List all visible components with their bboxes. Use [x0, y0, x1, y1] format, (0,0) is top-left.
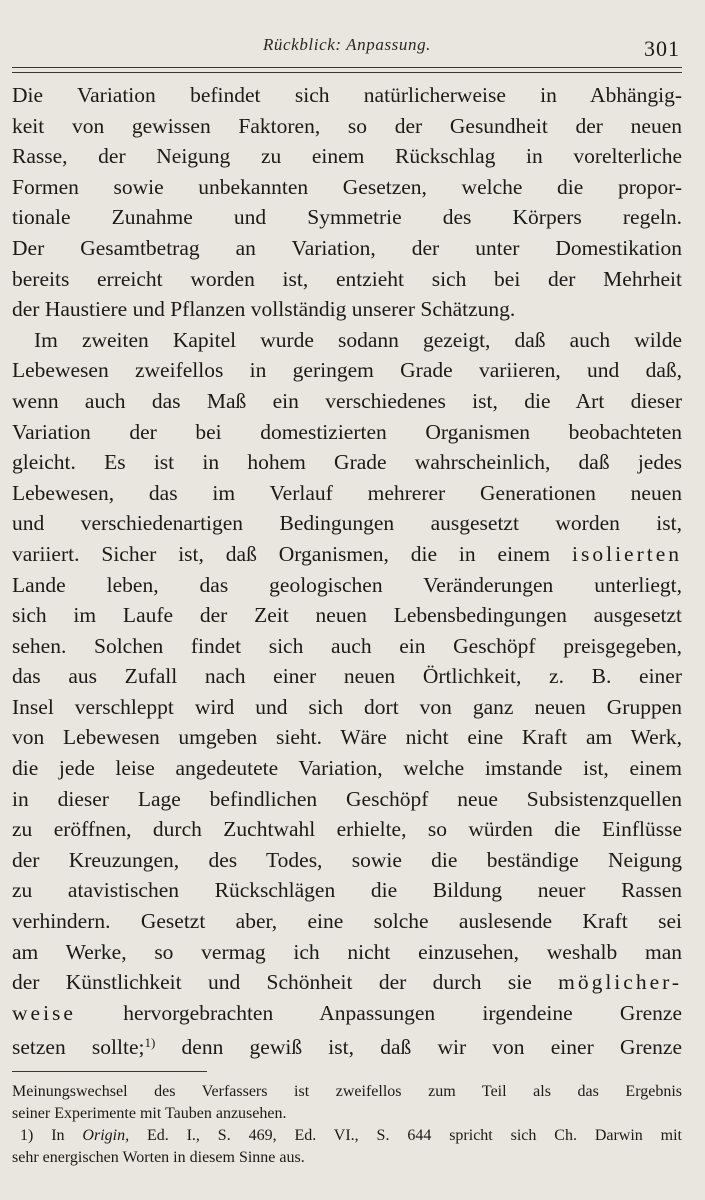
- text-line: gleicht. Es ist in hohem Grade wahrscheinlich, daß jedes: [12, 450, 682, 475]
- header-rule: [12, 72, 682, 73]
- text-line: sich im Laufe der Zeit neuen Lebensbedingungen ausgesetzt: [12, 603, 682, 628]
- text-line: Variation der bei domestizierten Organismen beobachteten: [12, 419, 682, 444]
- text-line: wenn auch das Maß ein verschiedenes ist, die Art dieser: [12, 388, 682, 413]
- text-line: Die Variation befindet sich natürlicherweise in Abhängig-: [12, 83, 682, 107]
- text-line: der Kreuzungen, des Todes, sowie die beständige Neigung: [12, 847, 682, 872]
- page-header: [12, 32, 682, 66]
- text-fragment: hervorgebrachten Anpassungen irgendeine Grenze: [123, 1000, 682, 1025]
- text-line: [12, 967, 682, 998]
- text-fragment: der Künstlichkeit und Schönheit der durch sie: [12, 970, 532, 995]
- text-line: Lebewesen zweifellos in geringem Grade variieren, und daß,: [12, 358, 682, 383]
- footnote-line: seiner Experimente mit Tauben anzusehen.: [12, 1105, 287, 1122]
- text-fragment: variiert. Sicher ist, daß Organismen, die in einem: [12, 541, 551, 566]
- text-line: [12, 998, 682, 1029]
- text-line: tionale Zunahme und Symmetrie des Körpers regeln.: [12, 205, 682, 230]
- header-rule: [12, 67, 682, 68]
- footnote-line: Meinungswechsel des Verfassers ist zweifellos zum Teil als das Ergebnis: [12, 1083, 682, 1100]
- text-line: [12, 1028, 682, 1059]
- footnotes: [12, 1081, 682, 1169]
- text-line: und verschiedenartigen Bedingungen ausgesetzt worden ist,: [12, 511, 682, 536]
- footnote-line: [12, 1125, 682, 1147]
- text-line: die jede leise angedeutete Variation, welche imstande ist, einem: [12, 756, 682, 781]
- text-line: zu atavistischen Rückschlägen die Bildung neuer Rassen: [12, 878, 682, 903]
- text-line: der Haustiere und Pflanzen vollständig unserer Schätzung.: [12, 297, 516, 322]
- text-line: [12, 539, 682, 570]
- emphasized-word: weise: [12, 1000, 76, 1025]
- footnote-line: sehr energischen Worten in diesem Sinne aus.: [12, 1149, 305, 1166]
- body-text: [12, 80, 682, 1059]
- text-line: zu eröffnen, durch Zuchtwahl erhielte, so würden die Einflüsse: [12, 817, 682, 842]
- text-line: Rasse, der Neigung zu einem Rückschlag in vorelterliche: [12, 144, 682, 169]
- text-line: Der Gesamtbetrag an Variation, der unter Domestikation: [12, 235, 682, 260]
- text-line: keit von gewissen Faktoren, so der Gesundheit der neuen: [12, 113, 682, 138]
- text-fragment: 1) In: [20, 1127, 65, 1144]
- emphasized-word: möglicher-: [558, 970, 683, 995]
- text-line: Formen sowie unbekannten Gesetzen, welche die propor-: [12, 174, 682, 199]
- text-fragment: denn gewiß ist, daß wir von einer Grenze: [181, 1035, 683, 1060]
- emphasized-word: isolierten: [572, 541, 683, 566]
- text-fragment: Ed. I., S. 469, Ed. VI., S. 644 spricht sich Ch. Darwin mit: [146, 1127, 683, 1144]
- footnote-rule: [12, 1071, 207, 1072]
- footnote-marker: 1): [144, 1035, 156, 1051]
- text-fragment: setzen sollte;: [12, 1035, 145, 1060]
- text-line: das aus Zufall nach einer neuen Örtlichkeit, z. B. einer: [12, 664, 682, 689]
- text-line: sehen. Solchen findet sich auch ein Geschöpf preisgegeben,: [12, 633, 682, 658]
- text-line: in dieser Lage befindlichen Geschöpf neue Subsistenzquellen: [12, 786, 682, 811]
- text-line: am Werke, so vermag ich nicht einzusehen, weshalb man: [12, 939, 682, 964]
- page-number: 301: [644, 36, 680, 61]
- text-line: verhindern. Gesetzt aber, eine solche auslesende Kraft sei: [12, 909, 682, 934]
- text-line: Insel verschleppt wird und sich dort von ganz neuen Gruppen: [12, 694, 682, 719]
- text-line: Lande leben, das geologischen Veränderungen unterliegt,: [12, 572, 682, 597]
- running-title: Rückblick: Anpassung.: [262, 35, 432, 54]
- book-title: Origin,: [82, 1127, 130, 1144]
- text-line: Lebewesen, das im Verlauf mehrerer Generationen neuen: [12, 480, 682, 505]
- text-line: bereits erreicht worden ist, entzieht sich bei der Mehrheit: [12, 266, 682, 291]
- text-line: von Lebewesen umgeben sieht. Wäre nicht eine Kraft am Werk,: [12, 725, 682, 750]
- text-line: Im zweiten Kapitel wurde sodann gezeigt, daß auch wilde: [34, 327, 682, 352]
